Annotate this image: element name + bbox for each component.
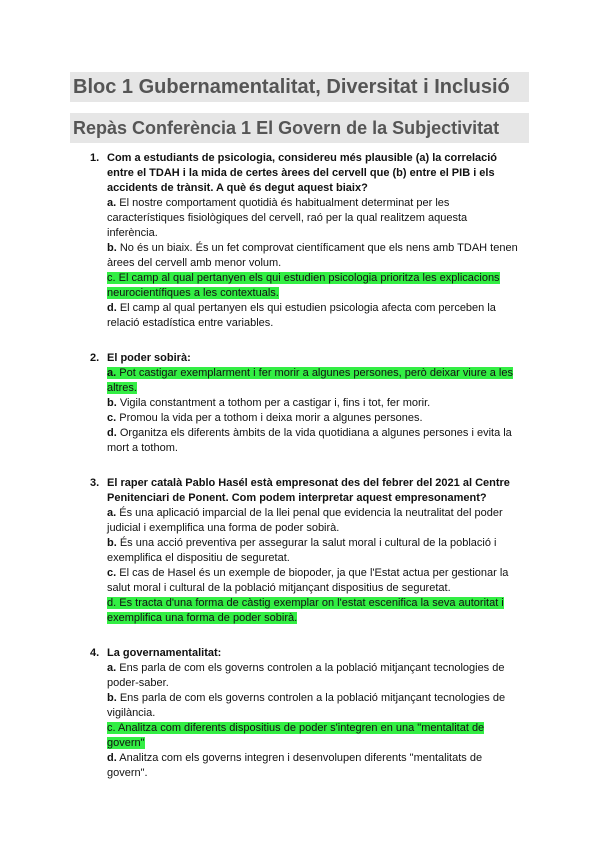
question-number: 2. (90, 352, 100, 364)
option-text: El camp al qual pertanyen els qui estudien psicologia afecta com perceben la relació estadística entre variables. (107, 302, 496, 329)
option-text: Promou la vida per a tothom i deixa morir a algunes persones. (119, 412, 423, 424)
option-letter: b. (107, 692, 117, 704)
highlighted-answer (107, 597, 504, 624)
question-text: El raper català Pablo Hasél està empresonat des del febrer del 2021 al Centre Penitenciari de Ponent. Com podem interpretar aquest empresonament? (107, 477, 510, 504)
option-letter: b. (107, 242, 117, 254)
option-text: És una acció preventiva per assegurar la salut moral i cultural de la població i exemplifica el dispositiu de seguretat. (107, 537, 497, 564)
question-number: 3. (90, 477, 100, 489)
option-text: El nostre comportament quotidià és habitualment determinat per les característiques fisiològiques del cervell, raó per la qual realitzem aquesta inferència. (107, 197, 468, 239)
option-text: Ens parla de com els governs controlen a la població mitjançant tecnologies de vigilància. (107, 692, 506, 719)
option-letter: c. (107, 272, 116, 284)
option-letter: a. (107, 197, 117, 209)
option-d (107, 426, 520, 456)
option-letter: c. (107, 567, 117, 579)
highlighted-answer (107, 722, 484, 749)
option-text: No és un biaix. És un fet comprovat científicament que els nens amb TDAH tenen àrees del cervell amb menor volum. (107, 242, 518, 269)
question-text: El poder sobirà: (107, 352, 191, 364)
option-text: El camp al qual pertanyen els qui estudien psicologia prioritza les explicacions neurocientífiques a les contextuals. (107, 272, 500, 299)
option-text: Analitza com els governs integren i desenvolupen diferents "mentalitats de govern". (107, 752, 483, 779)
question-2 (82, 351, 520, 456)
option-text: Ens parla de com els governs controlen a la població mitjançant tecnologies de poder-saber. (107, 662, 505, 689)
question-1 (82, 151, 520, 331)
option-c (107, 721, 520, 751)
option-text: Vigila constantment a tothom per a castigar i, fins i tot, fer morir. (119, 397, 431, 409)
option-letter: b. (107, 537, 117, 549)
option-d (107, 301, 520, 331)
option-letter: d. (107, 427, 117, 439)
option-letter: c. (107, 722, 116, 734)
question-4 (82, 646, 520, 781)
question-number: 4. (90, 647, 100, 659)
option-b (107, 536, 520, 566)
option-c (107, 566, 520, 596)
option-text: El cas de Hasel és un exemple de biopoder, ja que l'Estat actua per gestionar la salut moral i cultural de la població mitjançant dispositius de seguretat. (107, 567, 509, 594)
option-a (107, 661, 520, 691)
conference-heading: Repàs Conferència 1 El Govern de la Subjectivitat (70, 113, 529, 143)
option-d (107, 751, 520, 781)
option-letter: b. (107, 397, 117, 409)
highlighted-answer (107, 367, 513, 394)
question-number: 1. (90, 152, 100, 164)
option-text: És una aplicació imparcial de la llei penal que evidencia la neutralitat del poder judicial i exemplifica una forma de poder sobirà. (107, 507, 503, 534)
option-b (107, 691, 520, 721)
option-letter: a. (107, 507, 117, 519)
option-letter: d. (107, 752, 117, 764)
option-letter: a. (107, 367, 117, 379)
option-text: Organitza els diferents àmbits de la vida quotidiana a algunes persones i evita la mort a tothom. (107, 427, 512, 454)
question-text: La governamentalitat: (107, 647, 222, 659)
question-list (82, 151, 520, 797)
question-3 (82, 476, 520, 626)
option-letter: d. (107, 302, 117, 314)
option-text: Pot castigar exemplarment i fer morir a algunes persones, però deixar viure a les altres. (107, 367, 513, 394)
option-letter: d. (107, 597, 117, 609)
option-a (107, 506, 520, 536)
highlighted-answer (107, 272, 500, 299)
option-d (107, 596, 520, 626)
option-a (107, 366, 520, 396)
option-letter: c. (107, 412, 117, 424)
option-text: Analitza com diferents dispositius de poder s'integren en una "mentalitat de govern" (107, 722, 485, 749)
option-a (107, 196, 520, 241)
option-letter: a. (107, 662, 117, 674)
option-b (107, 396, 520, 411)
option-b (107, 241, 520, 271)
question-text: Com a estudiants de psicologia, considereu més plausible (a) la correlació entre el TDAH i la mida de certes àrees del cervell que (b) entre el PIB i els accidents de trànsit. A què és degut aquest biaix? (107, 152, 498, 194)
option-c (107, 411, 520, 426)
option-c (107, 271, 520, 301)
bloc-heading: Bloc 1 Gubernamentalitat, Diversitat i Inclusió (70, 72, 529, 102)
option-text: Es tracta d'una forma de càstig exemplar on l'estat escenifica la seva autoritat i exemplifica una forma de poder sobirà. (107, 597, 504, 624)
